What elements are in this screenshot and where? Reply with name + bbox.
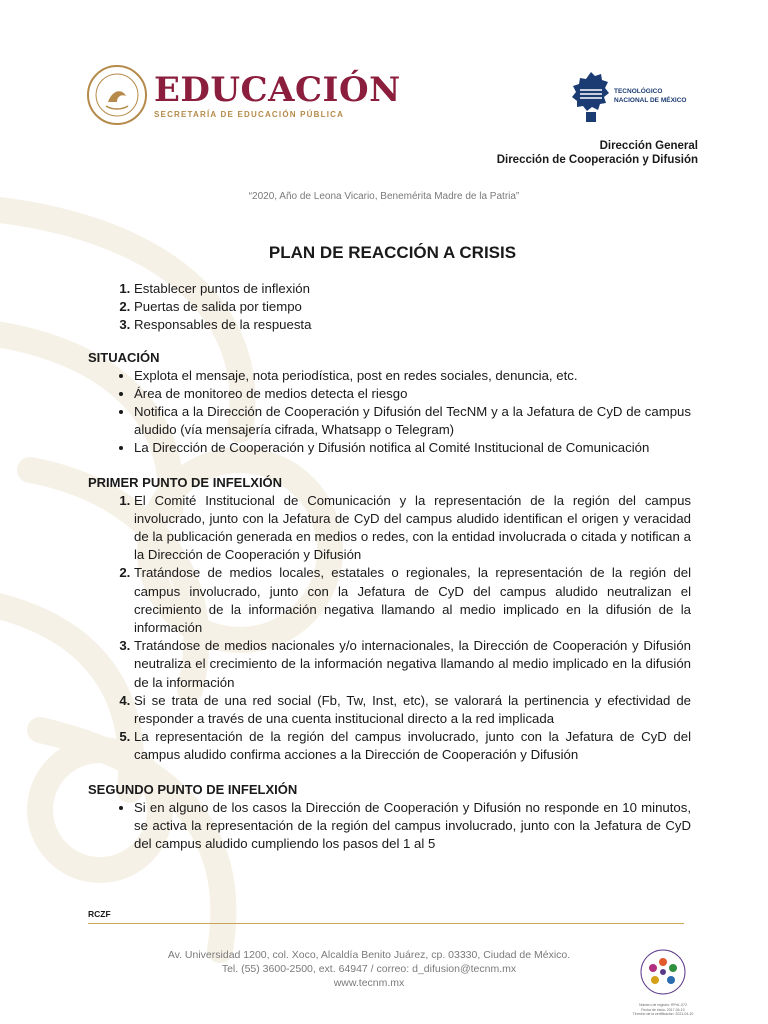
- dept-line2: Dirección de Cooperación y Difusión: [496, 154, 698, 166]
- primer-list: [88, 492, 691, 765]
- contact-line: Tel. (55) 3600-2500, ext. 64947 / correo: d_difusion@tecnm.mx: [221, 963, 517, 975]
- list-item: 1. Establecer puntos de inflexión: [134, 280, 691, 298]
- situacion-list: [88, 367, 691, 458]
- tecnm-line2: NACIONAL DE MÉXICO: [614, 97, 687, 104]
- list-item: • La Dirección de Cooperación y Difusión notifica al Comité Institucional de Comunicación: [134, 439, 691, 457]
- list-item: 5. La representación de la región del campus involucrado, junto con la Jefatura de CyD del campus aludido confirma acciones a la Dirección de Cooperación y Difusión: [134, 728, 691, 764]
- segundo-list: [88, 799, 691, 854]
- tecnm-gear-icon: [572, 68, 610, 124]
- cert-line1: Número de registro: RPrIL-072: [639, 1003, 687, 1007]
- list-item: • Explota el mensaje, nota periodística, post en redes sociales, denuncia, etc.: [134, 367, 691, 385]
- address-line: Av. Universidad 1200, col. Xoco, Alcaldía Benito Juárez, cp. 03330, Ciudad de México.: [167, 949, 571, 961]
- year-motto: “2020, Año de Leona Vicario, Benemérita Madre de la Patria”: [248, 191, 520, 202]
- dept-line1: Dirección General: [599, 140, 698, 152]
- list-item: 2. Puertas de salida por tiempo: [134, 298, 691, 316]
- list-item: 1. El Comité Institucional de Comunicación y la representación de la región del campus involucrado, junto con la Jefatura de CyD del campus aludido identifican el origen y veracidad de la publicación generada en medios o redes, con la entidad involucrada o citada y notifican a la Dirección de Cooperación y Difusión: [134, 492, 691, 565]
- list-item: • Notifica a la Dirección de Cooperación y Difusión del TecNM y a la Jefatura de CyD de campus aludido (vía mensajería cifrada, Whatsapp o Telegram): [134, 403, 691, 439]
- list-item: • Área de monitoreo de medios detecta el riesgo: [134, 385, 691, 403]
- author-initials: RCZF: [88, 909, 111, 919]
- tecnm-logo: [572, 68, 686, 124]
- department-header: [497, 139, 698, 167]
- certification-seal: [628, 948, 698, 1017]
- primer-heading: PRIMER PUNTO DE INFELXIÓN: [88, 474, 283, 490]
- sep-logo: [86, 64, 401, 126]
- segundo-heading: SEGUNDO PUNTO DE INFELXIÓN: [88, 781, 298, 797]
- list-item: 4. Si se trata de una red social (Fb, Tw, Inst, etc), se valorará la pertinencia y efectividad de responder a través de una cuenta institucional directo a la red implicada: [134, 692, 691, 728]
- sep-subtitle: SECRETARÍA DE EDUCACIÓN PÚBLICA: [154, 109, 345, 119]
- certification-icon: [628, 948, 698, 998]
- website-line: www.tecnm.mx: [333, 977, 405, 989]
- cert-line2: Fecha de inicio: 2017-04-10: [641, 1007, 685, 1012]
- footer-divider: [88, 923, 684, 924]
- list-item: 3. Responsables de la respuesta: [134, 316, 691, 334]
- cert-line3: Término de la certificación: 2021-04-10: [632, 1012, 694, 1016]
- tecnm-line1: TECNOLÓGICO: [614, 88, 663, 95]
- list-item: 2. Tratándose de medios locales, estatales o regionales, la representación de la región del campus involucrado, junto con la Jefatura de CyD del campus aludido neutralizan el crecimiento de la información negativa llamando al medio implicado en la difusión de la información: [134, 564, 691, 637]
- intro-list: [88, 280, 691, 335]
- situacion-heading: SITUACIÓN: [88, 349, 160, 365]
- list-item: • Si en alguno de los casos la Dirección de Cooperación y Difusión no responde en 10 minutos, se activa la representación de la región del campus involucrado, junto con la Jefatura de CyD del campus aludido cumpliendo los pasos del 1 al 5: [134, 799, 691, 854]
- list-item: 3. Tratándose de medios nacionales y/o internacionales, la Dirección de Cooperación y Difusión neutraliza el crecimiento de la información negativa llamando al medio implicado en la difusión de la información: [134, 637, 691, 692]
- national-seal-icon: [86, 64, 148, 126]
- document-body: [88, 280, 691, 853]
- document-title: PLAN DE REACCIÓN A CRISIS: [268, 243, 517, 262]
- sep-title: EDUCACIÓN: [154, 69, 401, 110]
